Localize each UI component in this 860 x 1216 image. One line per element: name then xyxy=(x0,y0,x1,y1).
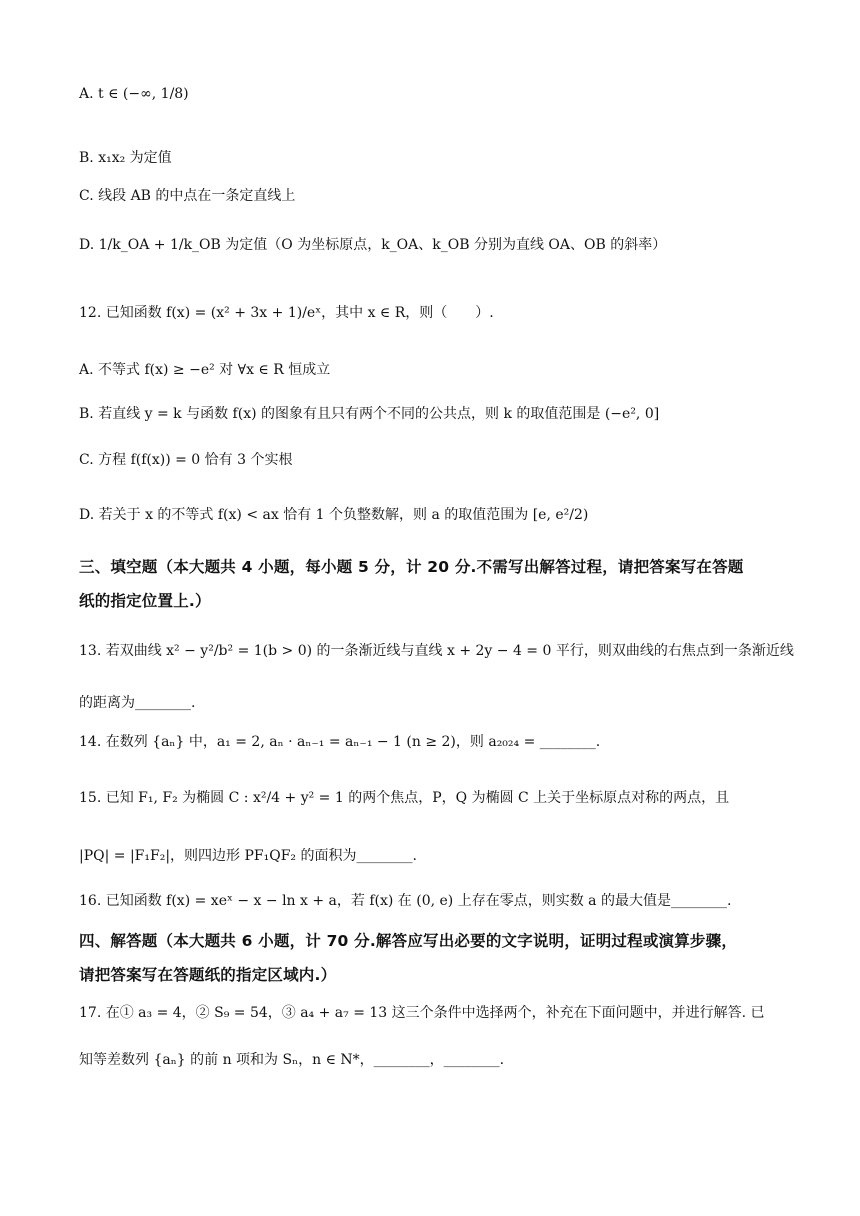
q13-line2 xyxy=(79,695,800,712)
q11-option-a-text: A. t ∈ (−∞, 1/8) xyxy=(79,86,189,102)
q17-line1 xyxy=(79,1005,800,1022)
q12-stem-text: 12. 已知函数 f(x) = (x² + 3x + 1)/eˣ，其中 x ∈ R，则（ ）. xyxy=(79,305,494,321)
q11-option-a xyxy=(79,86,800,103)
section3-heading-line2: 纸的指定位置上.） xyxy=(79,592,211,610)
section3-heading-line1: 三、填空题（本大题共 4 小题，每小题 5 分，计 20 分.不需写出解答过程，请把答案写在答题 xyxy=(79,558,744,576)
q12-option-d-text: D. 若关于 x 的不等式 f(x) < ax 恰有 1 个负整数解，则 a 的取值范围为 [e, e²/2) xyxy=(79,507,589,523)
q11-option-b-text: B. x₁x₂ 为定值 xyxy=(79,150,172,166)
q14 xyxy=(79,734,800,751)
q15-line2 xyxy=(79,848,800,865)
q12-option-c-text: C. 方程 f(f(x)) = 0 恰有 3 个实根 xyxy=(79,452,293,468)
q12-option-a-text: A. 不等式 f(x) ≥ −e² 对 ∀x ∈ R 恒成立 xyxy=(79,362,331,378)
section4-heading-line1: 四、解答题（本大题共 6 小题，计 70 分.解答应写出必要的文字说明，证明过程或演算步骤， xyxy=(79,932,738,950)
q12-option-a xyxy=(79,362,800,379)
q15-line1-text: 15. 已知 F₁, F₂ 为椭圆 C : x²/4 + y² = 1 的两个焦点，P，Q 为椭圆 C 上关于坐标原点对称的两点，且 xyxy=(79,790,730,806)
q17-line2-text: 知等差数列 {aₙ} 的前 n 项和为 Sₙ，n ∈ N*，________，________. xyxy=(79,1052,505,1068)
q11-option-c xyxy=(79,188,800,205)
q13-line1-text: 13. 若双曲线 x² − y²/b² = 1(b > 0) 的一条渐近线与直线 x + 2y − 4 = 0 平行，则双曲线的右焦点到一条渐近线 xyxy=(79,643,794,659)
q17-line2 xyxy=(79,1052,800,1069)
q12-option-c xyxy=(79,452,800,469)
q11-option-d xyxy=(79,237,800,254)
q11-option-d-text: D. 1/k_OA + 1/k_OB 为定值（O 为坐标原点，k_OA、k_OB 分别为直线 OA、OB 的斜率） xyxy=(79,237,667,253)
section4-heading-line2: 请把答案写在答题纸的指定区域内.） xyxy=(79,966,337,984)
q12-option-b-text: B. 若直线 y = k 与函数 f(x) 的图象有且只有两个不同的公共点，则 k 的取值范围是 (−e², 0] xyxy=(79,406,660,422)
q13-line2-text: 的距离为________. xyxy=(79,695,196,711)
q16-text: 16. 已知函数 f(x) = xeˣ − x − ln x + a，若 f(x) 在 (0, e) 上存在零点，则实数 a 的最大值是________. xyxy=(79,893,732,909)
q13-line1 xyxy=(79,643,800,660)
q16 xyxy=(79,893,800,910)
q11-option-b xyxy=(79,150,800,167)
q12-stem xyxy=(79,305,800,322)
q12-option-d xyxy=(79,507,800,524)
q15-line1 xyxy=(79,790,800,807)
q14-text: 14. 在数列 {aₙ} 中，a₁ = 2, aₙ · aₙ₋₁ = aₙ₋₁ − 1 (n ≥ 2)，则 a₂₀₂₄ = ________. xyxy=(79,734,601,750)
q12-option-b xyxy=(79,406,800,423)
q15-line2-text: |PQ| = |F₁F₂|，则四边形 PF₁QF₂ 的面积为________. xyxy=(79,848,417,864)
q11-option-c-text: C. 线段 AB 的中点在一条定直线上 xyxy=(79,188,296,204)
q17-line1-text: 17. 在① a₃ = 4，② S₉ = 54，③ a₄ + a₇ = 13 这三个条件中选择两个，补充在下面问题中，并进行解答. 已 xyxy=(79,1005,765,1021)
